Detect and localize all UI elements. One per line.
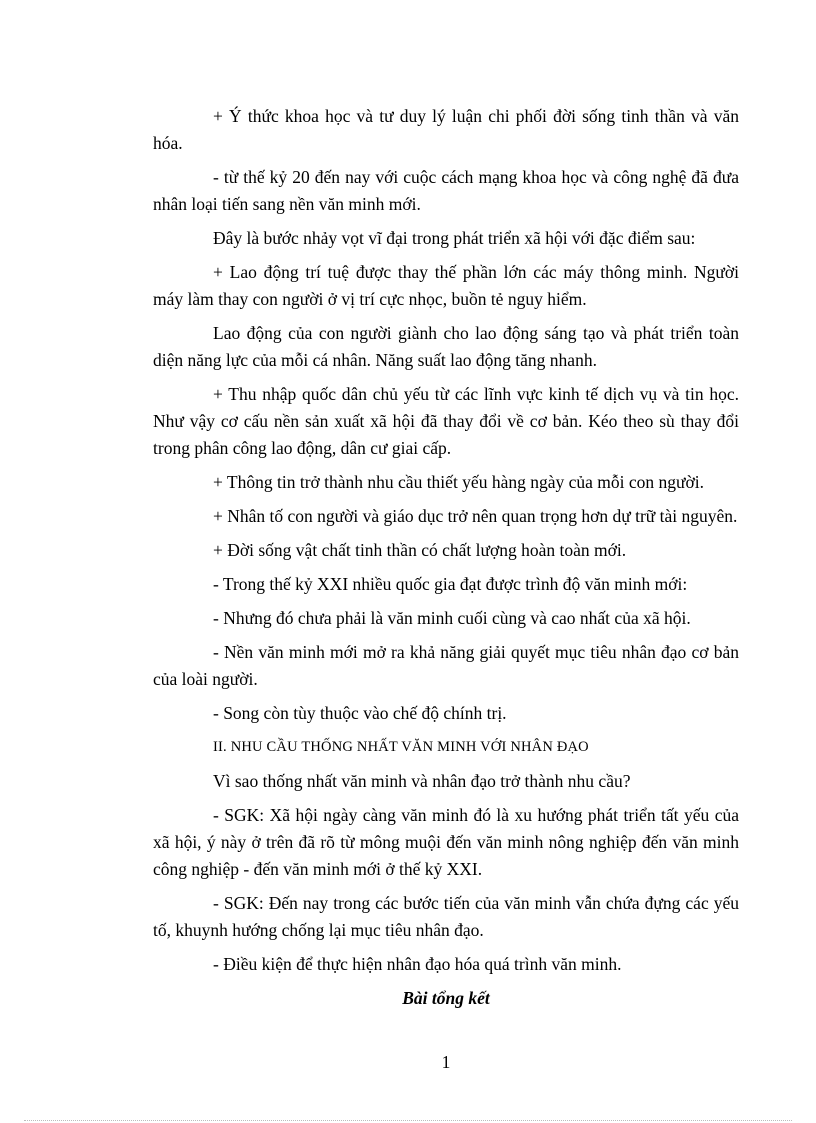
page-bottom-divider	[24, 1120, 792, 1121]
page-number: 1	[441, 1052, 451, 1072]
paragraph: - Nhưng đó chưa phải là văn minh cuối cùng và cao nhất của xã hội.	[213, 608, 691, 628]
paragraph: - Trong thế kỷ XXI nhiều quốc gia đạt được trình độ văn minh mới:	[213, 574, 688, 594]
paragraph: - từ thế kỷ 20 đến nay với cuộc cách mạng khoa học và công nghệ đã đưa nhân loại tiến sang nền văn minh mới.	[153, 167, 739, 214]
paragraph: - Điều kiện để thực hiện nhân đạo hóa quá trình văn minh.	[213, 954, 622, 974]
document-body	[153, 103, 739, 1012]
paragraph: + Ý thức khoa học và tư duy lý luận chi phối đời sống tinh thần và văn hóa.	[153, 106, 739, 153]
paragraph: + Nhân tố con người và giáo dục trở nên quan trọng hơn dự trữ tài nguyên.	[213, 506, 738, 526]
section-heading: II. NHU CẦU THỐNG NHẤT VĂN MINH VỚI NHÂN ĐẠO	[213, 739, 589, 755]
paragraph: + Thông tin trở thành nhu cầu thiết yếu hàng ngày của mỗi con người.	[213, 472, 704, 492]
paragraph: + Lao động trí tuệ được thay thế phần lớn các máy thông minh. Người máy làm thay con người ở vị trí cực nhọc, buồn tẻ nguy hiểm.	[153, 262, 739, 309]
paragraph: Vì sao thống nhất văn minh và nhân đạo trở thành nhu cầu?	[213, 771, 631, 791]
paragraph: - SGK: Đến nay trong các bước tiến của văn minh vẫn chứa đựng các yếu tố, khuynh hướng chống lại mục tiêu nhân đạo.	[153, 893, 739, 940]
paragraph: - Nền văn minh mới mở ra khả năng giải quyết mục tiêu nhân đạo cơ bản của loài người.	[153, 642, 739, 689]
paragraph: Đây là bước nhảy vọt vĩ đại trong phát triển xã hội với đặc điểm sau:	[213, 228, 696, 248]
paragraph: - SGK: Xã hội ngày càng văn minh đó là xu hướng phát triển tất yếu của xã hội, ý này ở trên đã rõ từ mông muội đến văn minh nông nghiệp đến văn minh công nghiệp - đến văn minh mới ở thế kỷ XXI.	[153, 805, 739, 879]
paragraph: + Thu nhập quốc dân chủ yếu từ các lĩnh vực kinh tế dịch vụ và tin học. Như vậy cơ cấu nền sản xuất xã hội đã thay đổi về cơ bản. Kéo theo sù thay đổi trong phân công lao động, dân cư giai cấp.	[153, 384, 739, 458]
paragraph: + Đời sống vật chất tinh thần có chất lượng hoàn toàn mới.	[213, 540, 627, 560]
paragraph: Lao động của con người giành cho lao động sáng tạo và phát triển toàn diện năng lực của mỗi cá nhân. Năng suất lao động tăng nhanh.	[153, 323, 739, 370]
closing-title: Bài tổng kết	[402, 988, 490, 1008]
paragraph: - Song còn tùy thuộc vào chế độ chính trị.	[213, 703, 507, 723]
